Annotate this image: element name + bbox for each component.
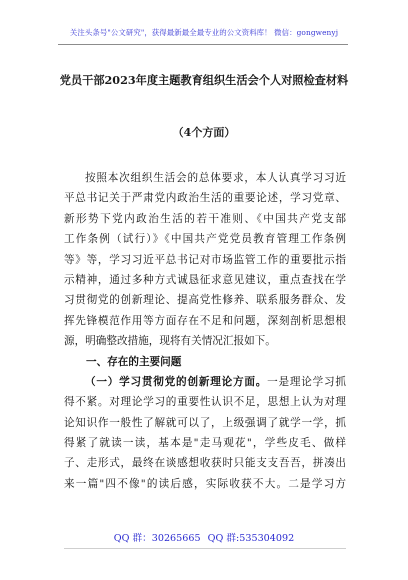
subsection-line: 论知识作一般性了解就可以了，上级强调了就学一学，抓	[64, 416, 346, 429]
document-title: 党员干部2023年度主题教育组织生活会个人对照检查材料	[59, 73, 349, 87]
document-body	[64, 168, 346, 494]
footer-contacts	[0, 530, 408, 544]
subsection-heading: （一）学习贯彻党的创新理论方面。	[85, 375, 268, 388]
body-paragraph-line: 工作条例（试行）》《中国共产党党员教育管理工作条例	[64, 233, 346, 246]
body-paragraph-line: 示精神，通过多种方式诚恳征求意见建议，重点查找在学	[64, 273, 346, 286]
subsection-line: 得紧了就读一读，基本是"走马观花"，学些皮毛、做样	[64, 437, 346, 450]
body-paragraph-line: 挥先锋模范作用等方面存在不足和问题，深刻剖析思想根	[64, 314, 346, 327]
document-subtitle: （4个方面）	[172, 126, 236, 139]
body-paragraph-line: 等》等，学习习近平总书记对市场监管工作的重要批示指	[64, 253, 346, 266]
header-divider	[58, 44, 348, 45]
subsection-line: 子、走形式，最终在谈感想收获时只能支支吾吾，拼凑出	[64, 457, 346, 470]
body-paragraph-line: 源，明确整改措施，现将有关情况汇报如下。	[64, 335, 276, 348]
footer-divider	[64, 548, 346, 549]
header-note: 关注头条号"公文研究"，获得最新最全最专业的公文资料库！ 微信：gongwenyj	[69, 28, 339, 37]
subsection-line: 得不紧。对理论学习的重要性认识不足，思想上认为对理	[64, 396, 346, 409]
body-paragraph-line: 新形势下党内政治生活的若干准则、《中国共产党支部	[64, 212, 346, 225]
body-paragraph-line: 按照本次组织生活会的总体要求，本人认真学习习近	[85, 172, 346, 184]
subsection-lead-line	[64, 372, 346, 392]
footer-qq-group-1: QQ 群：30265665	[113, 533, 201, 544]
footer-qq-group-2: QQ 群:535304092	[207, 533, 295, 544]
section-heading: 一、存在的主要问题	[86, 355, 182, 368]
subsection-lead-text: 一是理论学习抓	[267, 375, 346, 388]
body-paragraph-line: 平总书记关于严肃党内政治生活的重要论述，学习党章、	[64, 192, 346, 205]
body-paragraph-line: 习贯彻党的创新理论、提高党性修养、联系服务群众、发	[64, 294, 346, 307]
subsection-line: 来一篇"四不像"的读后感，实际收获不大。二是学习方	[64, 477, 346, 490]
